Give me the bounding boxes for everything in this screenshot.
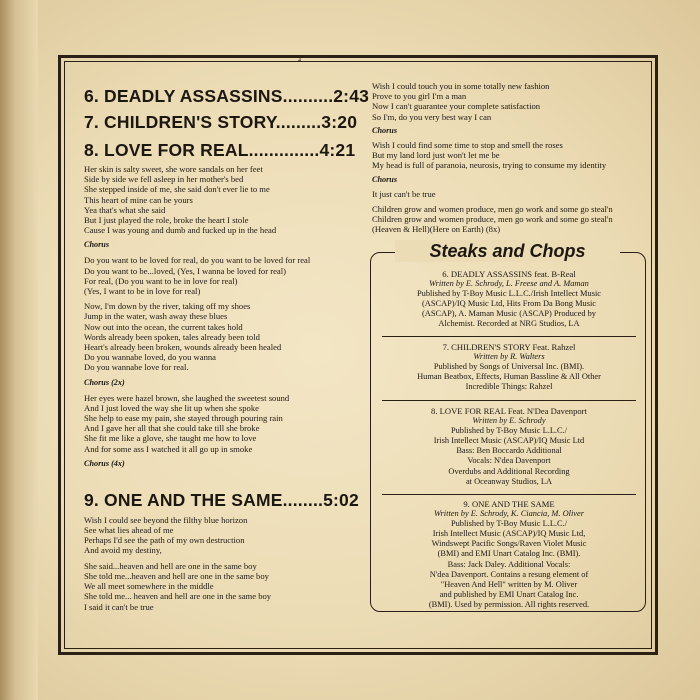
credit-line: Published by T-Boy Music L.L.C./	[450, 519, 568, 529]
lyric-line: Wish I could see beyond the filthy blue horizon	[84, 514, 248, 525]
lyrics-one-right-verse-3	[372, 204, 644, 235]
chorus-label: Chorus (4x)	[84, 458, 125, 468]
lyric-line: Do you want to be loved for real, do you want to be loved for real	[84, 255, 311, 266]
credits-divider	[382, 400, 636, 401]
lyric-line: It just can't be true	[372, 188, 436, 199]
credit-title: 9. ONE AND THE SAME	[463, 499, 555, 509]
lyric-line: Prove to you girl I'm a man	[372, 91, 467, 102]
credit-line: Bass: Ben Boccardo Additional	[456, 446, 562, 456]
credit-line: Vocals: N'dea Davenport	[467, 456, 551, 466]
lyrics-love-chorus	[84, 255, 356, 296]
left-column	[84, 84, 370, 612]
credits-divider	[382, 494, 636, 495]
lyric-line: (Yes, I want to be in love for real)	[84, 286, 201, 297]
lyric-line: (Heaven & Hell)(Here on Earth) (8x)	[372, 224, 501, 235]
lyric-line: And I gave her all that she could take till she broke	[84, 423, 260, 434]
chorus-label: Chorus (2x)	[84, 377, 125, 387]
booklet-spine	[0, 0, 38, 700]
credit-line: Irish Intellect Music (ASCAP)/IQ Music Ltd,	[432, 529, 586, 539]
lyric-line: Children grow and women produce, men go work and some go steal'n	[372, 214, 613, 225]
lyric-line: For real, (Do you want to be in love for real)	[84, 275, 238, 286]
lyric-line: And avoid my destiny,	[84, 545, 162, 556]
lyric-line: Now out into the ocean, the current takes hold	[84, 321, 243, 332]
lyric-line: See what lies ahead of me	[84, 525, 174, 536]
lyrics-one-right-verse-2	[372, 140, 644, 171]
credits-divider	[382, 336, 636, 337]
credit-written-by: Written by E. Schrody, L. Freese and A. Maman	[429, 279, 589, 289]
credit-written-by: Written by E. Schrody, K. Ciancia, M. Oliver	[434, 509, 584, 519]
credit-title: 6. DEADLY ASSASSINS feat. B-Real	[442, 269, 576, 279]
lyrics-one-verse-1	[84, 515, 356, 556]
credit-deadly-assassins	[380, 269, 638, 330]
song-title-love-for-real: 8. LOVE FOR REAL..............4:21	[84, 140, 356, 160]
lyric-line: Words already been spoken, tales already been told	[84, 331, 260, 342]
lyric-line: Now I can't guarantee your complete satisfaction	[372, 101, 541, 112]
lyric-line: She told me...heaven and hell are one in the same boy	[84, 570, 269, 581]
lyric-line: Her eyes were hazel brown, she laughed the sweetest sound	[84, 392, 290, 403]
lyric-line: Wish I could find some time to stop and smell the roses	[372, 140, 563, 151]
lyric-line: Heart's already been broken, wounds already been healed	[84, 342, 282, 353]
lyric-line: But I just played the role, broke the heart I stole	[84, 215, 249, 226]
lyric-line: Her skin is salty sweet, she wore sandals on her feet	[84, 164, 263, 174]
credit-written-by: Written by R. Walters	[473, 352, 545, 362]
lyric-line: She help to ease my pain, she stayed through pouring rain	[84, 413, 283, 424]
chorus-label: Chorus	[84, 240, 110, 250]
lyric-line: She stepped inside of me, she said don't ever lie to me	[84, 184, 270, 195]
lyrics-love-verse-1	[84, 164, 356, 235]
credit-line: (ASCAP), A. Maman Music (ASCAP) Produced by	[421, 309, 596, 319]
lyric-line: Children grow and women produce, men go work and some go steal'n	[372, 204, 613, 215]
credit-one-and-the-same	[380, 499, 638, 610]
lyrics-love-verse-3	[84, 393, 356, 454]
chorus-label: Chorus	[372, 125, 398, 135]
lyric-line: This heart of mine can be yours	[84, 194, 193, 205]
lyric-line: Do you want to be...loved, (Yes, I wanna be loved for real)	[84, 265, 286, 276]
right-column	[372, 81, 644, 235]
credit-line: Published by Songs of Universal Inc. (BMI).	[433, 362, 585, 372]
lyric-line: Now, I'm down by the river, taking off my shoes	[84, 301, 251, 312]
credits-heading: Steaks and Chops	[395, 240, 620, 262]
lyrics-one-verse-2	[84, 561, 356, 612]
lyric-line: I said it can't be true	[84, 601, 154, 612]
lyric-line: She fit me like a glove, she taught me how to love	[84, 433, 257, 444]
credit-love-for-real	[380, 406, 638, 487]
lyric-line: She told me... heaven and hell are one in the same boy	[84, 591, 272, 602]
credit-written-by: Written by E. Schrody	[472, 416, 546, 426]
lyric-line: But my land lord just won't let me be	[372, 150, 500, 161]
credit-line: Bass: Jack Daley. Additional Vocals:	[447, 559, 571, 569]
lyrics-one-right-verse-1	[372, 81, 644, 122]
page-number: 4	[298, 58, 301, 64]
credit-line: (BMI). Used by permission. All rights reserved.	[428, 599, 590, 609]
credit-line: "Heaven And Hell" written by M. Oliver	[440, 579, 578, 589]
credit-line: Windswept Pacific Songs/Raven Violet Music	[431, 539, 587, 549]
credit-line: Irish Intellect Music (ASCAP)/IQ Music Ltd	[433, 436, 585, 446]
lyric-line: And for some ass I watched it all go up in smoke	[84, 443, 253, 454]
lyric-line: Do you wannabe loved, do you wanna	[84, 352, 216, 363]
credit-line: N'dea Davenport. Contains a resung element of	[429, 569, 589, 579]
credit-childrens-story	[380, 342, 638, 392]
lyric-line: Side by side we fell asleep in her mother's bed	[84, 174, 244, 185]
lyric-line: My head is full of paranoia, neurosis, trying to consume my identity	[372, 160, 607, 171]
lyric-line: Yea that's what she said	[84, 204, 166, 215]
song-title-childrens-story: 7. CHILDREN'S STORY.........3:20	[84, 112, 358, 132]
lyric-line: Wish I could touch you in some totally new fashion	[372, 81, 550, 91]
credit-line: Human Beatbox, Effects, Human Bassline & All Other	[417, 372, 601, 382]
credit-title: 7. CHILDREN'S STORY Feat. Rahzel	[442, 342, 576, 352]
song-title-one-and-the-same: 9. ONE AND THE SAME........5:02	[84, 489, 359, 510]
credit-line: Incredible Things: Rahzel	[465, 382, 553, 392]
lyric-line: Cause I was young and dumb and fucked up in the head	[84, 225, 277, 236]
lyrics-love-verse-2	[84, 301, 356, 372]
lyric-line: So I'm, do you very best way I can	[372, 111, 492, 122]
credit-line: Published by T-Boy Music L.L.C./Irish Intellect Music	[416, 289, 601, 299]
lyric-line: She said...heaven and hell are one in the same boy	[84, 560, 257, 571]
song-title-deadly-assassins: 6. DEADLY ASSASSINS..........2:43	[84, 86, 370, 106]
lyric-line: And I just loved the way she lit up when she spoke	[84, 402, 259, 413]
lyric-line: Jump in the water, wash away these blues	[84, 311, 228, 322]
credit-line: and published by EMI Unart Catalog Inc.	[439, 589, 579, 599]
chorus-label: Chorus	[372, 174, 398, 184]
credit-line: (ASCAP)/IQ Music Ltd, Hits From Da Bong Music	[421, 299, 597, 309]
credit-line: Overdubs and Additional Recording	[448, 466, 570, 476]
lyric-line: We all meet somewhere in the middle	[84, 581, 214, 592]
lyric-line: Do you wannabe love for real.	[84, 362, 189, 373]
credit-line: Alchemist. Recorded at NRG Studios, LA	[438, 319, 580, 329]
credit-title: 8. LOVE FOR REAL Feat. N'Dea Davenport	[431, 406, 587, 416]
credit-line: (BMI) and EMI Unart Catalog Inc. (BMI).	[437, 549, 581, 559]
lyric-line: Perhaps I'd see the path of my own destruction	[84, 535, 245, 546]
credit-line: Published by T-Boy Music L.L.C./	[450, 426, 568, 436]
credit-line: at Oceanway Studios, LA	[465, 476, 553, 486]
